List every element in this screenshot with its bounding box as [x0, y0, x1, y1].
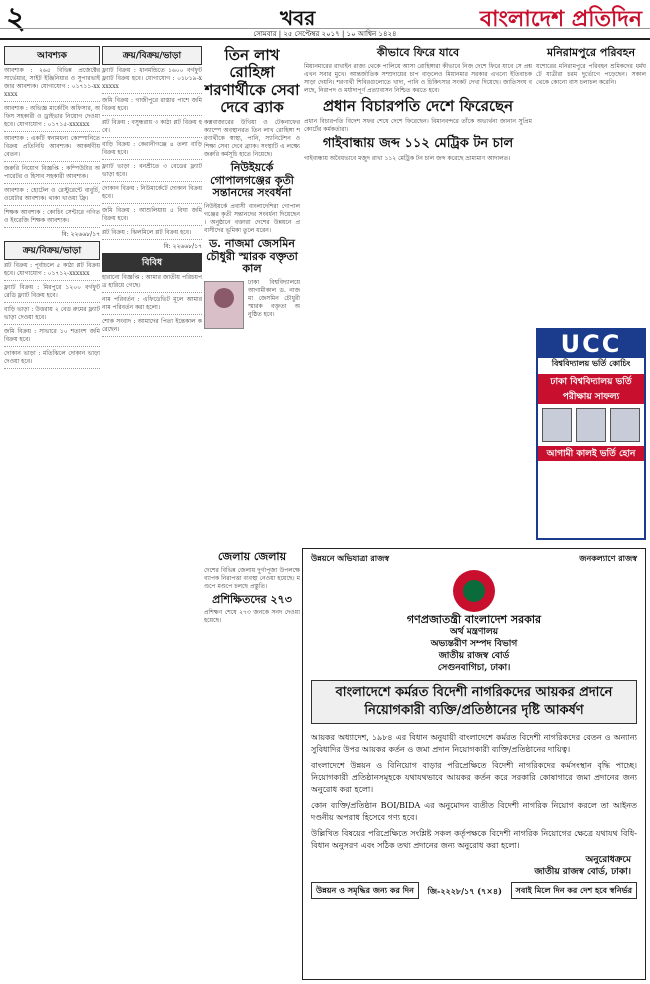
story-body: কক্সবাজারের উখিয়া ও টেকনাফের ক্যাম্পে অবস্থানরত তিন লাখ রোহিঙ্গা শরণার্থীকে স্বাস্থ্য, পানি, স্যানিটেশন ও শিক্ষা সেবা দেবে ব্র্যাক। সংস্থাটি এ লক্ষ্যে জরুরি কর্মসূচি হাতে নিয়েছে। [204, 119, 300, 158]
classified-ad: ফ্ল্যাট ভাড়া : বনশ্রীতে ৩ বেডের ফ্ল্যাট ভাড়া হবে। [102, 163, 202, 182]
classified-ad: আবশ্যক : অভিজ্ঞ মার্কেটিং অফিসার, অফিস সহকারী ও ড্রাইভার নিয়োগ দেওয়া হবে। যোগাযোগ : ০১৭১৫-xxxxxx [4, 105, 100, 132]
classified-heading: আবশ্যক [4, 46, 100, 65]
story-body: ঢাকা বিশ্ববিদ্যালয়ে আগামীকাল ড. নাজমা জেসমিন চৌধুরী স্মারক বক্তৃতা অনুষ্ঠিত হবে। [248, 278, 300, 318]
headline-districts[interactable]: জেলায় জেলায় [217, 550, 287, 563]
headline-newyork[interactable]: নিউইয়র্কে গোপালগঞ্জের কৃতী সন্তানদের সংবর্ধনা [210, 161, 294, 200]
headline-trained[interactable]: প্রশিক্ষিতদের ২৭৩ [212, 592, 292, 606]
headline-monirampur[interactable]: মনিরামপুরে পরিবহন [546, 46, 636, 59]
classified-ad: জমি বিক্রয় : গাজীপুরে রাস্তার পাশে জমি বিক্রয় হবে। [102, 97, 202, 116]
govt-signature: জাতীয় রাজস্ব বোর্ড, ঢাকা। [534, 867, 631, 877]
govt-paragraph: আয়কর অধ্যাদেশ, ১৯৮৪ এর বিধান অনুযায়ী বাংলাদেশে কর্মরত বিদেশী নাগরিকদের বেতন ও অন্যান্য সুবিধাদির উপর আয়কর কর্তন ও জমা প্রদান নিয়োগকারী ব্যক্তি/প্রতিষ্ঠানের দায়িত্ব। [311, 733, 637, 754]
govt-line: জাতীয় রাজস্ব বোর্ড [438, 651, 510, 661]
story-body: প্রশিক্ষণ শেষে ২৭৩ জনকে সনদ দেওয়া হয়েছে। [204, 609, 300, 625]
headline-return[interactable]: কীভাবে ফিরে যাবে [376, 46, 460, 59]
classified-ad: হারানো বিজ্ঞপ্তি : আমার জাতীয় পরিচয়পত্র হারিয়ে গেছে। [102, 274, 202, 293]
headline-rohingya-brac[interactable]: তিন লাখ রোহিঙ্গা শরণার্থীকে সেবা দেবে ব্র্যাক [204, 46, 300, 116]
classified-ad: জরুরি নিয়োগ বিজ্ঞপ্তি : কম্পিউটার অপারেটর ও হিসাব সহকারী আবশ্যক। [4, 165, 100, 184]
page-number: ২ [6, 1, 26, 36]
govt-line: সেগুনবাগিচা, ঢাকা। [437, 663, 511, 673]
ucc-student-photos [540, 408, 642, 442]
bangladesh-emblem-icon [453, 570, 495, 612]
classified-heading: ক্রয়/বিক্রয়/ভাড়া [102, 46, 202, 65]
classified-ad: বাড়ি বিক্রয় : কেরানীগঞ্জে ৪ তলা বাড়ি বিক্রয় হবে। [102, 141, 202, 160]
dateline: সোমবার | ২৫ সেপ্টেম্বর ২০১৭ | ১০ আশ্বিন ১৪২৪ [0, 28, 650, 40]
classified-ad: নাম পরিবর্তন : এফিডেভিট মূলে আমার নাম পরিবর্তন করা হলো। [102, 296, 202, 315]
story-body: দেশের বিভিন্ন জেলায় দুর্গাপূজা উপলক্ষে ব্যাপক নিরাপত্তা ব্যবস্থা নেওয়া হয়েছে। মণ্ডপে মণ্ডপে চলছে প্রস্তুতি। [204, 566, 300, 590]
ad-reference: বি: ২২৬৬৮/১৭ [61, 231, 100, 238]
classified-ad: শোক সংবাদ : আমাদের পিতা ইন্তেকাল করেছেন। [102, 318, 202, 337]
story-body: প্রধান বিচারপতি বিদেশ সফর শেষে দেশে ফিরেছেন। বিমানবন্দরে তাঁকে অভ্যর্থনা জানান সুপ্রিম কোর্টের কর্মকর্তারা। [304, 117, 532, 133]
section-name: খবর [280, 6, 316, 30]
govt-signature: অনুরোধক্রমে [585, 855, 631, 865]
govt-foot-left: উন্নয়ন ও সমৃদ্ধির জন্য কর দিন [311, 882, 419, 899]
student-photo [542, 408, 572, 442]
govt-foot-right: সবাই মিলে দিন কর দেশ হবে স্বনির্ভর [511, 882, 637, 899]
govt-line: অর্থ মন্ত্রণালয় [449, 627, 499, 637]
ad-reference: বি: ২২৬৬৮/১৭ [163, 243, 202, 250]
govt-line: গণপ্রজাতন্ত্রী বাংলাদেশ সরকার [406, 613, 542, 626]
portrait-photo [204, 281, 244, 329]
govt-ad-footer [303, 878, 645, 903]
classified-ad: প্লট বিক্রয় : বসুন্ধরায় ৩ কাঠা প্লট বিক্রয় হবে। [102, 119, 202, 138]
ucc-tagline: ঢাকা বিশ্ববিদ্যালয় ভর্তি পরীক্ষায় সাফল্য [538, 374, 644, 404]
headline-chief-justice[interactable]: প্রধান বিচারপতি দেশে ফিরেছেন [322, 96, 514, 115]
classified-ad: আবশ্যক : ২৬৫ বিভিন্ন প্রজেক্টের সার্ভেয়ার, সাইট ইঞ্জিনিয়ার ও সুপারভাইজার আবশ্যক। যোগাযোগ : ০১৭১১-xxxxxx [4, 67, 100, 102]
headline-lecture[interactable]: ড. নাজমা জেসমিন চৌধুরী স্মারক বক্তৃতা কাল [206, 236, 298, 276]
brand-logo: বাংলাদেশ প্রতিদিন [479, 6, 642, 32]
classified-heading: বিবিধ [102, 253, 202, 272]
ucc-logo: UCC [538, 330, 644, 358]
govt-paragraph: উল্লিখিত বিষয়ের পরিপ্রেক্ষিতে সংশ্লিষ্ট সকল কর্তৃপক্ষকে বিদেশী নাগরিক নিয়োগের ক্ষেত্রে যথাযথ বিধি-বিধান অনুসরণ এবং সঠিক তথ্য প্রদানের জন্য অনুরোধ করা হলো। [311, 829, 637, 850]
classified-ad: আবশ্যক : একটি স্বনামধন্য কোম্পানিতে বিক্রয় প্রতিনিধি আবশ্যক। আকর্ষণীয় বেতন। [4, 135, 100, 162]
classified-heading: ক্রয়/বিক্রয়/ভাড়া [4, 241, 100, 260]
govt-paragraph: বাংলাদেশে উন্নয়ন ও বিনিয়োগ বাড়ার পরিপ্রেক্ষিতে বিদেশী নাগরিকদের কর্মসংস্থান বৃদ্ধি পাচ্ছে। নিয়োগকারী প্রতিষ্ঠানসমূহকে যথাযথভাবে আয়কর কর্তন করে সরকারি কোষাগারে জমা প্রদানের জন্য অনুরোধ করা হলো। [311, 761, 637, 794]
ucc-coaching-ad[interactable] [536, 328, 646, 540]
classified-column-second [102, 44, 202, 980]
portrait-face [214, 288, 234, 308]
ucc-cta: আগামী কালই ভর্তি হোন [538, 446, 644, 461]
govt-ad-top-labels [303, 549, 645, 566]
story-body: মিয়ানমারের রাখাইন রাজ্য থেকে পালিয়ে আসা রোহিঙ্গারা কীভাবে নিজ দেশে ফিরে যাবে সে প্রশ্ন এখন সবার মুখে। আন্তর্জাতিক সম্প্রদায়ের চাপ বাড়লেও মিয়ানমার সরকার এখনো ইতিবাচক সাড়া দেয়নি। শরণার্থী শিবিরগুলোতে খাদ্য, পানি ও চিকিৎসার সংকট দেখা দিয়েছে। জাতিসংঘ বলছে, নিরাপদ ও মর্যাদাপূর্ণ প্রত্যাবাসন নিশ্চিত করতে হবে। [304, 62, 532, 94]
classified-column-left [4, 44, 100, 980]
news-column-third [204, 44, 300, 584]
govt-left-label: উন্নয়নে অভিযাত্রা রাজস্ব [311, 554, 390, 563]
govt-right-label: জনকল্যাণে রাজস্ব [579, 554, 637, 563]
classified-list [4, 67, 100, 239]
govt-paragraph: কোন ব্যক্তি/প্রতিষ্ঠান BOI/BIDA এর অনুমোদন ব্যতীত বিদেশী নাগরিক নিয়োগ করলে তা আইনত দণ্ডনীয় অপরাধ হিসেবে গণ্য হবে। [311, 801, 637, 822]
classified-ad: প্লট বিক্রয় : পূর্বাচলে ৫ কাঠা প্লট বিক্রয় হবে। যোগাযোগ : ০১৭১২-xxxxxx [4, 262, 100, 281]
main-news-area [304, 44, 532, 544]
student-photo [610, 408, 640, 442]
story-body: যশোরের মনিরামপুরে পরিবহন শ্রমিকদের ধর্মঘটে যাত্রীরা চরম দুর্ভোগে পড়েছেন। সকাল থেকে কোনো বাস চলাচল করেনি। [536, 62, 646, 86]
classified-ad: ফ্ল্যাট বিক্রয় : ধানমন্ডিতে ১৬০০ বর্গফুট ফ্ল্যাট বিক্রয় হবে। যোগাযোগ : ০১৮১৯-xxxxxx [102, 67, 202, 94]
classified-list [102, 274, 202, 337]
masthead [0, 0, 650, 40]
classified-list [102, 67, 202, 251]
story-body: নিউইয়র্কে প্রবাসী বাংলাদেশিরা গোপালগঞ্জের কৃতী সন্তানদের সংবর্ধনা দিয়েছেন। অনুষ্ঠানে বক্তারা দেশের উন্নয়নে প্রবাসীদের ভূমিকা তুলে ধরেন। [204, 202, 300, 234]
govt-ad-title: বাংলাদেশে কর্মরত বিদেশী নাগরিকদের আয়কর প্রদানে নিয়োগকারী ব্যক্তি/প্রতিষ্ঠানের দৃষ্টি আকর্ষণ [311, 680, 637, 724]
classified-list [4, 262, 100, 369]
nbr-government-ad [302, 548, 646, 980]
classified-ad: বাড়ি ভাড়া : উত্তরায় ২ বেড রুমের ফ্ল্যাট ভাড়া দেওয়া হবে। [4, 306, 100, 325]
student-photo [576, 408, 606, 442]
classified-ad: আবশ্যক : হোটেল ও রেস্টুরেন্টে বাবুর্চি, ওয়েটার আবশ্যক। থাকা খাওয়া ফ্রি। [4, 187, 100, 206]
story-body: গাইবান্ধায় অবৈধভাবে মজুদ রাখা ১১২ মেট্রিক টন চাল জব্দ করেছে ভ্রাম্যমাণ আদালত। [304, 154, 511, 162]
lower-news-column [204, 548, 300, 980]
classified-ad: দোকান ভাড়া : মতিঝিলে দোকান ভাড়া দেওয়া হবে। [4, 350, 100, 369]
classified-ad: শিক্ষক আবশ্যক : কোচিং সেন্টারে গণিত ও ইংরেজি শিক্ষক আবশ্যক। [4, 209, 100, 228]
classified-ad: জমি বিক্রয় : সাভারে ১০ শতাংশ জমি বিক্রয় হবে। [4, 328, 100, 347]
classified-ad: জমি বিক্রয় : আশুলিয়ায় ৫ বিঘা জমি বিক্রয় হবে। [102, 207, 202, 226]
classified-ad: ফ্ল্যাট বিক্রয় : মিরপুরে ১২০০ বর্গফুট রেডি ফ্ল্যাট বিক্রয় হবে। [4, 284, 100, 303]
govt-line: অভ্যন্তরীণ সম্পদ বিভাগ [430, 639, 518, 649]
ucc-subtitle: বিশ্ববিদ্যালয় ভর্তি কোচিং [551, 359, 631, 368]
classified-ad: দোকান বিক্রয় : নিউমার্কেটে দোকান বিক্রয় হবে। [102, 185, 202, 204]
govt-foot-ref: জি-২২২৮/১৭ (৭×৪) [427, 886, 502, 896]
headline-gaibandha-rice[interactable]: গাইবান্ধায় জব্দ ১১২ মেট্রিক টন চাল [322, 135, 514, 151]
classified-ad: প্লট বিক্রয় : ঝিলমিলে প্লট বিক্রয় হবে। [102, 229, 202, 240]
